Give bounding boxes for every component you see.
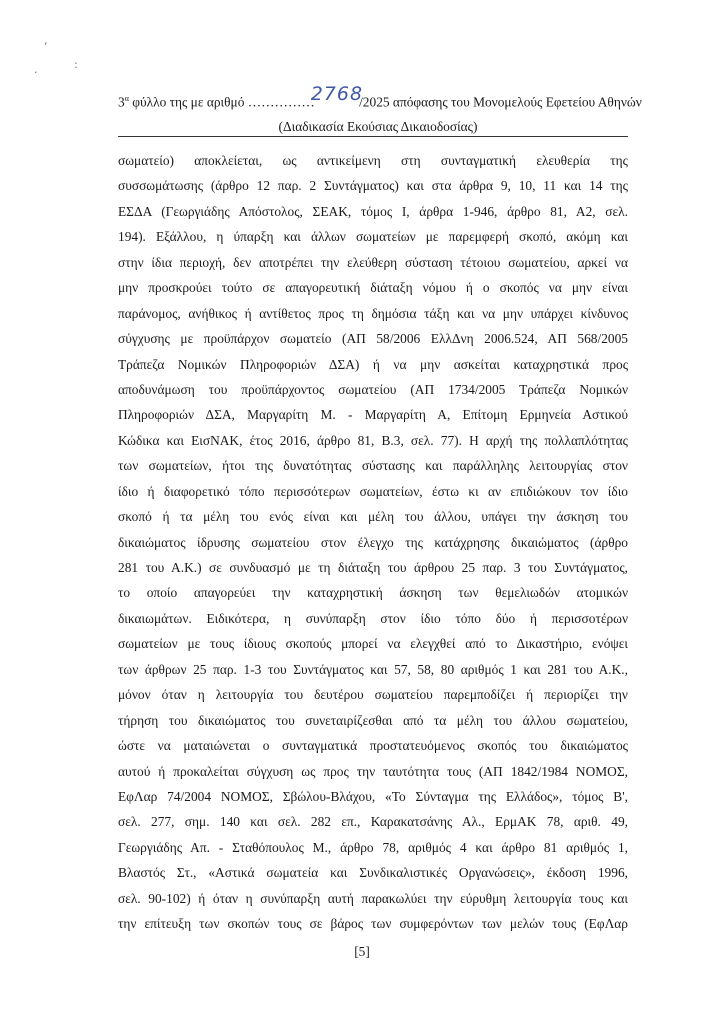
body-line: δικαιώματος ίδρυσης σωματείου στον έλεγχο της κατάχρησης δικαιώματος (άρθρο <box>118 534 628 550</box>
header-suffix: /2025 απόφασης του Μονομελούς Εφετείου Αθηνών <box>359 94 642 110</box>
scan-speck: · <box>34 66 38 79</box>
header-dots: …………… <box>247 94 315 110</box>
body-line: 281 του Α.Κ.) σε συνδυασμό με τη διάταξη του άρθρου 25 παρ. 3 του Συντάγματος, <box>118 560 628 575</box>
document-body <box>118 148 628 937</box>
scan-speck: : <box>74 58 78 71</box>
page-header <box>118 83 642 139</box>
body-line: Κώδικα και ΕισΝΑΚ, έτος 2016, άρθρο 81, Β.3, σελ. 77). Η αρχή της πολλαπλότητας <box>118 432 628 448</box>
body-line: στην ίδια περιοχή, δεν αποτρέπει την ελεύθερη σύσταση τέτοιου σωματείου, αρκεί να <box>118 254 628 270</box>
body-line: τήρηση του δικαιώματος του συνεταιρίζεσθαι από τα μέλη του άλλου σωματείου, <box>118 712 628 728</box>
body-line: σελ. 90-102) ή όταν η συνύπαρξη αυτή παρακωλύει την εύρυθμη λειτουργία τους και <box>118 890 628 906</box>
handwritten-decision-number: 2768 <box>310 83 364 106</box>
body-line: Βλαστός Στ., «Αστικά σωματεία και Συνδικαλιστικές Οργανώσεις», έκδοση 1996, <box>118 865 628 881</box>
body-line: σωματείων με τους ίδιους σκοπούς μπορεί να ελεγχθεί από το Δικαστήριο, ενόψει <box>118 636 628 652</box>
body-line: αυτού ή προκαλείται σύγχυση ως προς την ταυτότητα τους (ΑΠ 1842/1984 ΝΟΜΟΣ, <box>118 763 628 779</box>
header-subtitle: (Διαδικασία Εκούσιας Δικαιοδοσίας) <box>278 119 478 135</box>
body-line: παράνομος, ανήθικος ή αντίθετος προς τη δημόσια τάξη και να μην υπάρχει κίνδυνος <box>118 305 628 321</box>
body-line: αποδυνάμωση του προϋπάρχοντος σωματείου (ΑΠ 1734/2005 Τράπεζα Νομικών <box>118 381 628 397</box>
body-line: 194). Εξάλλου, η ύπαρξη και άλλων σωματείων με παρεμφερή σκοπό, ακόμη και <box>118 229 628 245</box>
body-line: την επίτευξη των σκοπών τους σε βάρος των συμφερόντων των μελών τους (ΕφΛαρ <box>118 916 628 932</box>
body-line: ΕΣΔΑ (Γεωργιάδης Απόστολος, ΣΕΑΚ, τόμος Ι, άρθρα 1-946, άρθρο 81, Α2, σελ. <box>118 203 628 219</box>
body-line: Πληροφοριών ΔΣΑ, Μαργαρίτη Μ. - Μαργαρίτη Α, Επίτομη Ερμηνεία Αστικού <box>118 407 628 423</box>
header-divider <box>118 136 628 137</box>
scan-speck: , <box>44 34 48 47</box>
body-line: Τράπεζα Νομικών Πληροφοριών ΔΣΑ) ή να μην ασκείται καταχρηστικά προς <box>118 356 628 372</box>
body-line: δικαιωμάτων. Ειδικότερα, η συνύπαρξη στον ίδιο τόπο δύο ή περισσοτέρων <box>118 610 628 626</box>
header-prefix: φύλλο της με αριθμό <box>128 94 248 110</box>
body-line: το οποίο απαγορεύει την καταχρηστική άσκηση των θεμελιωδών ατομικών <box>118 585 628 601</box>
body-line: μην προσκρούει τούτο σε απαγορευτική διάταξη νόμου ή ο σκοπός να μην είναι <box>118 280 628 296</box>
body-line: συσσωμάτωσης (άρθρο 12 παρ. 2 Συντάγματος) και στα άρθρα 9, 10, 11 και 14 της <box>118 178 628 194</box>
body-line: ώστε να ματαιώνεται ο συνταγματικά προστατευόμενος σκοπός του δικαιώματος <box>118 738 628 754</box>
body-line: των άρθρων 25 παρ. 1-3 του Συντάγματος και 57, 58, 80 αριθμός 1 και 281 του Α.Κ., <box>118 661 628 677</box>
body-line: σωματείο) αποκλείεται, ως αντικείμενη στη συνταγματική ελευθερία της <box>118 153 628 168</box>
page-number: [5] <box>354 944 370 959</box>
body-line: σύγχυσης με προϋπάρχον σωματείο (ΑΠ 58/2006 ΕλλΔνη 2006.524, ΑΠ 568/2005 <box>118 331 628 347</box>
body-line: Γεωργιάδης Απ. - Σταθόπουλος Μ., άρθρο 78, αριθμός 4 και άρθρο 81 αριθμός 1, <box>118 839 628 855</box>
body-line: ίδιο ή διαφορετικό τόπο περισσότερων σωματείων, έστω κι αν επιδιώκουν τον ίδιο <box>118 483 628 499</box>
ordinal-suffix: α <box>124 94 129 103</box>
header-line <box>118 83 642 114</box>
body-line: των σωματείων, ήτοι της δυνατότητας σύστασης και παράλληλης λειτουργίας στον <box>118 458 628 474</box>
body-line: σελ. 277, σημ. 140 και σελ. 282 επ., Καρακατσάνης Αλ., ΕρμΑΚ 78, αριθ. 49, <box>118 814 628 830</box>
sheet-ordinal: 3 <box>118 94 125 110</box>
body-line: σκοπό ή τα μέλη του ενός είναι και μέλη του άλλου, υπάγει την άσκηση του <box>118 509 628 525</box>
body-line: μόνον όταν η λειτουργία του δευτέρου σωματείου παρεμποδίζει ή περιορίζει την <box>118 687 628 703</box>
body-line: ΕφΛαρ 74/2004 ΝΟΜΟΣ, Σβώλου-Βλάχου, «Το Σύνταγμα της Ελλάδος», τόμος Β', <box>118 788 628 804</box>
